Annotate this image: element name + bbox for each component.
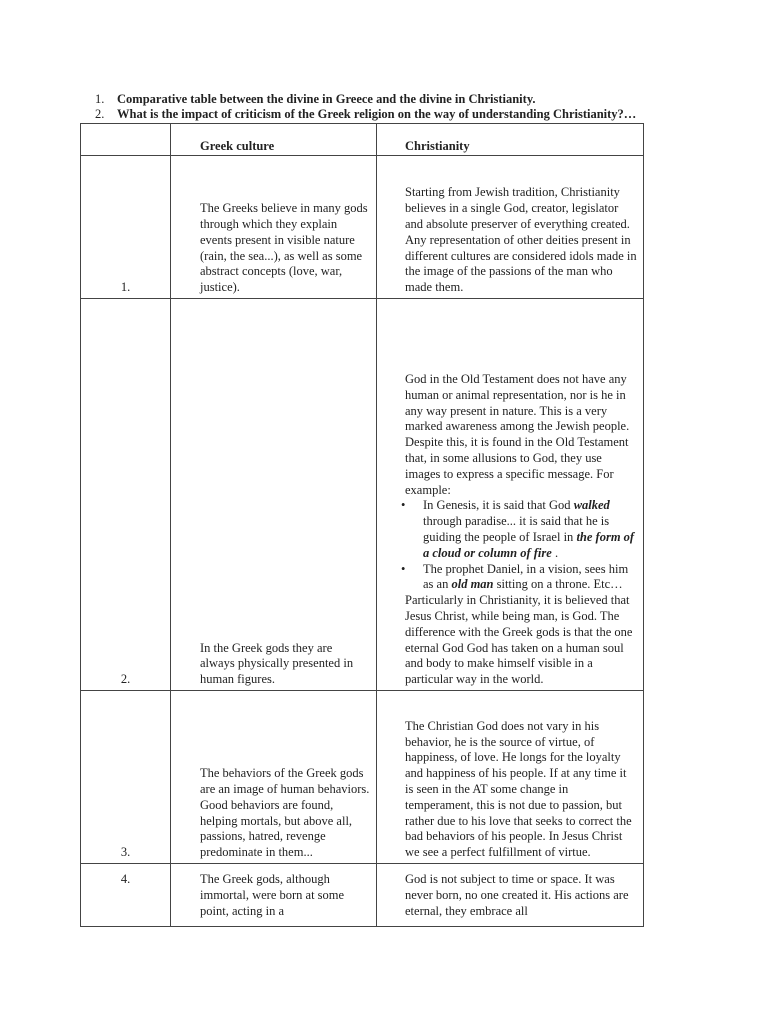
- table-row: [81, 691, 644, 864]
- list-item: • The prophet Daniel, in a vision, sees him as an old man sitting on a throne. Etc…: [405, 562, 637, 594]
- greek-cell: The Greeks believe in many gods through which they explain events present in visible nature (rain, the sea...), as well as some abstract concepts (love, war, justice).: [171, 156, 377, 299]
- header-christianity: Christianity: [377, 124, 644, 156]
- header-number-cell: [81, 124, 171, 156]
- question-text: What is the impact of criticism of the Greek religion on the way of understanding Christianity?…: [117, 107, 637, 121]
- christianity-cell: [377, 299, 644, 691]
- christianity-intro: God in the Old Testament does not have any human or animal representation, nor is he in any way present in nature. This is a very marked awareness among the Jewish people. Despite this, it is found in the Old Testament that, in some allusions to God, they use images to express a specific message. For example:: [405, 372, 630, 497]
- greek-cell: The behaviors of the Greek gods are an image of human behaviors. Good behaviors are found, helping mortals, but above all, passions, hatred, revenge predominate in them...: [171, 691, 377, 864]
- table-header-row: [81, 124, 644, 156]
- example-list: [405, 498, 637, 593]
- row-number: 2.: [81, 299, 171, 691]
- question-number: 2.: [95, 107, 105, 121]
- comparison-table: [80, 123, 644, 927]
- question-number: 1.: [95, 92, 105, 106]
- table-row: [81, 299, 644, 691]
- row-number: 4.: [81, 864, 171, 927]
- question-item: [95, 92, 715, 107]
- header-greek-culture: Greek culture: [171, 124, 377, 156]
- christianity-cell: Starting from Jewish tradition, Christianity believes in a single God, creator, legislator and absolute preserver of everything created. Any representation of other deities present in different cultures are considered idols made in the image of the passions of the man who made them.: [377, 156, 644, 299]
- christianity-cell: The Christian God does not vary in his behavior, he is the source of virtue, of happiness, of love. He longs for the loyalty and happiness of his people. If at any time it is seen in the AT some change in temperament, this is not due to passion, but rather due to his love that seeks to correct the bad behaviors of his people. In Jesus Christ we see a perfect fulfillment of virtue.: [377, 691, 644, 864]
- question-list: [95, 92, 715, 122]
- greek-cell: In the Greek gods they are always physically presented in human figures.: [171, 299, 377, 691]
- table-row: [81, 156, 644, 299]
- greek-cell: The Greek gods, although immortal, were born at some point, acting in a: [171, 864, 377, 927]
- christianity-outro: Particularly in Christianity, it is believed that Jesus Christ, while being man, is God. The difference with the Greek gods is that the one eternal God God has taken on a human soul and body to make himself visible in a particular way in the world.: [405, 593, 633, 687]
- question-text: Comparative table between the divine in Greece and the divine in Christianity.: [117, 92, 536, 106]
- row-number: 3.: [81, 691, 171, 864]
- list-item: • In Genesis, it is said that God walked through paradise... it is said that he is guiding the people of Israel in the form of a cloud or column of fire .: [405, 498, 637, 561]
- table-row: [81, 864, 644, 927]
- row-number: 1.: [81, 156, 171, 299]
- question-item: [95, 107, 715, 122]
- christianity-cell: God is not subject to time or space. It was never born, no one created it. His actions are eternal, they embrace all: [377, 864, 644, 927]
